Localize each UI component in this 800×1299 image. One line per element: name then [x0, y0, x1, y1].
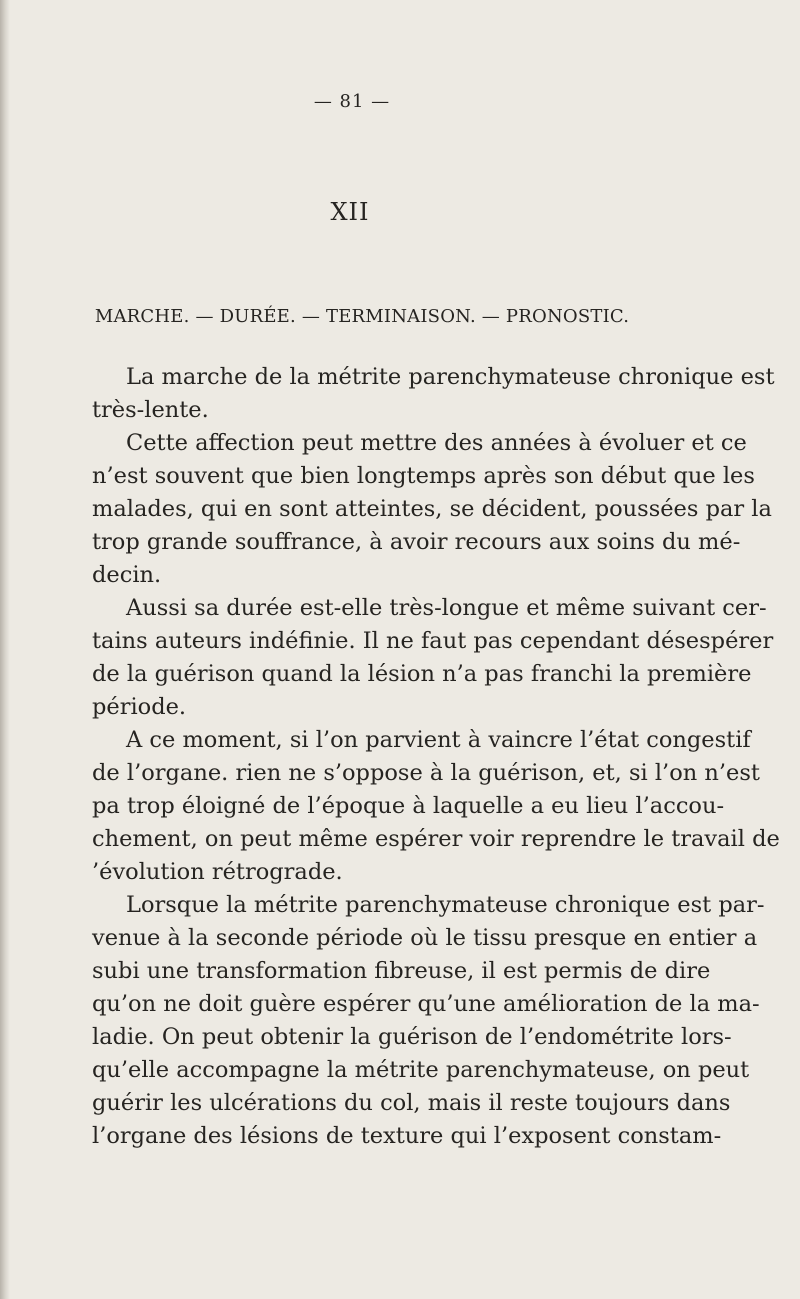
- text-line: de la guérison quand la lésion n’a pas franchi la première: [92, 661, 752, 687]
- text-line: pa trop éloigné de l’époque à laquelle a eu lieu l’accou-: [92, 793, 725, 819]
- page-number: — 81 —: [313, 91, 391, 112]
- chapter-title: MARCHE. — DURÉE. — TERMINAISON. — PRONOSTIC.: [94, 306, 630, 327]
- text-line: chement, on peut même espérer voir reprendre le travail de: [92, 826, 780, 852]
- text-line: ’évolution rétrograde.: [92, 859, 343, 885]
- text-line: tains auteurs indéfinie. Il ne faut pas cependant désespérer: [92, 628, 774, 654]
- text-line: subi une transformation fibreuse, il est permis de dire: [92, 958, 711, 984]
- text-line: Lorsque la métrite parenchymateuse chronique est par-: [126, 892, 765, 918]
- chapter-number: XII: [330, 198, 370, 226]
- text-line: très-lente.: [92, 397, 209, 423]
- text-line: ladie. On peut obtenir la guérison de l’endométrite lors-: [92, 1024, 732, 1050]
- text-line: n’est souvent que bien longtemps après son début que les: [92, 463, 755, 489]
- text-line: malades, qui en sont atteintes, se décident, poussées par la: [92, 496, 772, 522]
- text-line: La marche de la métrite parenchymateuse chronique est: [126, 364, 775, 390]
- text-line: A ce moment, si l’on parvient à vaincre l’état congestif: [126, 727, 751, 753]
- text-line: Aussi sa durée est-elle très-longue et même suivant cer-: [126, 595, 767, 621]
- text-line: l’organe des lésions de texture qui l’exposent constam-: [92, 1123, 722, 1149]
- text-line: de l’organe. rien ne s’oppose à la guérison, et, si l’on n’est: [92, 760, 760, 786]
- page-edge-shadow: [0, 0, 10, 1299]
- text-line: qu’on ne doit guère espérer qu’une amélioration de la ma-: [92, 991, 760, 1017]
- text-line: période.: [92, 694, 187, 720]
- text-line: venue à la seconde période où le tissu presque en entier a: [92, 925, 758, 951]
- text-line: decin.: [92, 562, 162, 588]
- text-line: trop grande souffrance, à avoir recours aux soins du mé-: [92, 529, 741, 555]
- text-line: qu’elle accompagne la métrite parenchymateuse, on peut: [92, 1057, 750, 1083]
- text-line: guérir les ulcérations du col, mais il reste toujours dans: [92, 1090, 731, 1116]
- text-line: Cette affection peut mettre des années à évoluer et ce: [126, 430, 747, 456]
